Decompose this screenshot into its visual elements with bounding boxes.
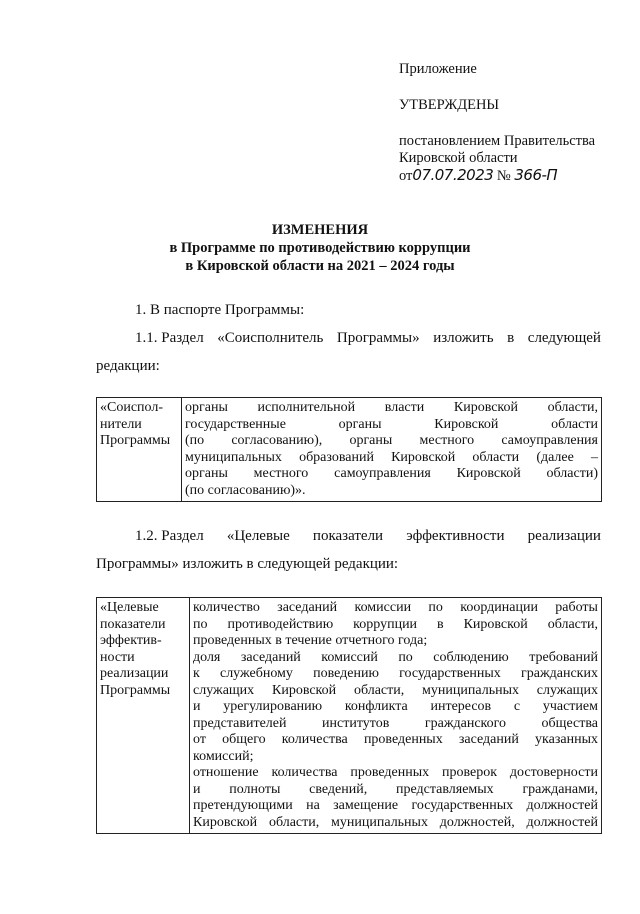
cell-word: служебному <box>219 666 293 681</box>
cell-word: области, <box>353 682 405 698</box>
cell-line <box>193 798 598 815</box>
cell-word: области, <box>547 616 598 632</box>
number-label: № <box>496 168 511 184</box>
cell-word: органы <box>185 400 228 415</box>
cell-line <box>193 815 598 832</box>
cell-line <box>193 650 598 667</box>
cell-word: гражданских <box>520 666 598 681</box>
cell-word: должностей <box>526 798 598 813</box>
cell-word: интересов <box>430 699 492 714</box>
section-1-2-cont: Программы» изложить в следующей редакции: <box>96 556 399 572</box>
cell-word: по <box>398 649 413 665</box>
cell-line <box>185 466 598 483</box>
word: следующей <box>527 330 601 346</box>
cell-word: комиссии <box>354 600 412 615</box>
word: показатели <box>312 528 384 544</box>
table-row <box>97 398 602 502</box>
cell-word: по <box>428 600 443 615</box>
cell-word: (по согласованию)». <box>185 482 306 498</box>
cell-word: комиссий <box>321 649 378 665</box>
cell-word: служащих <box>193 682 255 698</box>
table-right-cell <box>190 598 602 834</box>
cell-word: урегулированию <box>223 699 323 714</box>
section-1-1-cont: редакции: <box>96 358 160 374</box>
cell-text: «Целевые <box>100 600 159 615</box>
cell-word: количества <box>271 765 338 780</box>
cell-line <box>193 732 598 749</box>
cell-word: Кировской <box>463 616 528 632</box>
cell-word: общества <box>541 715 598 731</box>
word: 1.2. Раздел <box>135 528 204 544</box>
cell-word: институтов <box>322 715 390 731</box>
cell-word: местного <box>419 433 475 448</box>
cell-word: (по <box>185 433 205 448</box>
target-indicators-table <box>96 597 602 834</box>
cell-word: от <box>193 732 206 747</box>
cell-word: претендующими <box>193 798 293 813</box>
cell-word: гражданского <box>424 715 507 731</box>
cell-word: исполнительной <box>257 400 356 415</box>
word: «Соисполнитель <box>217 330 324 346</box>
section-1-1-line <box>135 329 601 347</box>
word: 1.1. Раздел <box>135 330 204 346</box>
decree-line-2: Кировской области <box>399 150 518 166</box>
cell-line <box>193 683 598 700</box>
word: в <box>507 330 515 346</box>
cell-word: согласованию), <box>231 433 323 448</box>
cell-word: муниципальных <box>422 682 519 698</box>
cell-word: поведению <box>313 666 379 681</box>
cell-word: представителей <box>193 715 287 731</box>
word: «Целевые <box>226 528 290 544</box>
decree-date-line <box>399 167 557 185</box>
cell-word: количество <box>193 600 260 615</box>
cell-word: должностей, <box>439 814 515 830</box>
cell-word: требований <box>529 649 598 665</box>
cell-word: и <box>193 699 201 714</box>
cell-word: образований <box>299 449 374 465</box>
cell-word: власти <box>384 400 425 415</box>
cell-line <box>193 782 598 799</box>
cell-word: гражданами, <box>522 781 598 797</box>
cell-word: Кировской <box>456 466 521 481</box>
cell-line <box>193 600 598 617</box>
cell-word: заседаний <box>240 649 301 665</box>
word: изложить <box>433 330 494 346</box>
cell-word: на <box>306 798 320 813</box>
cell-word: коррупции <box>353 616 418 632</box>
cell-word: представляемых <box>395 781 494 797</box>
word: реализации <box>527 528 601 544</box>
cell-word: противодействию <box>227 616 334 632</box>
cell-line <box>193 749 598 766</box>
cell-word: органы <box>349 433 393 448</box>
cell-word: органы <box>185 466 228 481</box>
cell-word: Кировской <box>434 416 499 432</box>
cell-word: служащих <box>536 682 598 698</box>
cell-line <box>185 483 598 500</box>
handwritten-date: 07.07.2023 <box>412 166 494 184</box>
cell-word: государственных <box>399 666 501 681</box>
cell-line <box>185 433 598 450</box>
cell-word: государственные <box>185 416 286 432</box>
cell-word: муниципальных <box>331 814 428 830</box>
doc-title: ИЗМЕНЕНИЯ <box>271 222 369 238</box>
cell-word: доля <box>193 649 221 665</box>
cell-word: с <box>513 699 521 714</box>
cell-text: нители <box>100 416 142 432</box>
cell-word: проведенных <box>363 732 443 747</box>
cell-line <box>193 617 598 634</box>
cell-line <box>185 417 598 434</box>
section-1-heading: 1. В паспорте Программы: <box>135 302 305 318</box>
cell-text: показатели <box>100 616 166 632</box>
section-1-2-line <box>135 527 601 545</box>
cell-word: Кировской <box>271 682 337 698</box>
doc-subtitle-2: в Кировской области на 2021 – 2024 годы <box>185 258 455 274</box>
cell-word: заседаний <box>277 600 338 615</box>
cell-text: «Соиспол- <box>100 400 163 415</box>
table-row <box>97 598 602 834</box>
cell-word: проведенных в течение отчетного года; <box>193 633 428 648</box>
cell-word: Кировской <box>453 400 519 415</box>
cell-word: самоуправления <box>501 433 598 448</box>
cell-word: области <box>472 449 520 465</box>
cell-text: реализации <box>100 666 169 681</box>
cell-word: местного <box>253 466 309 481</box>
appendix-label: Приложение <box>399 61 477 77</box>
cell-word: участием <box>542 699 598 714</box>
approved-label: УТВЕРЖДЕНЫ <box>399 97 500 113</box>
cell-text: эффектив- <box>100 633 162 648</box>
cell-word: области, <box>547 400 598 415</box>
cell-word: достоверности <box>509 765 598 780</box>
cell-word: отношение <box>193 765 259 780</box>
cell-word: по <box>193 616 208 632</box>
cell-text: Программы <box>100 433 171 448</box>
cell-word: работы <box>555 600 598 615</box>
cell-word: в <box>437 616 444 632</box>
word: эффективности <box>406 528 505 544</box>
cell-word: соблюдению <box>433 649 509 665</box>
table-left-cell <box>97 598 190 834</box>
cell-word: комиссий; <box>193 748 254 764</box>
cell-word: замещение <box>333 798 399 813</box>
cell-line <box>193 716 598 733</box>
handwritten-number: 366-П <box>514 166 558 184</box>
cell-word: муниципальных <box>185 449 282 465</box>
cell-word: Кировской <box>193 814 258 830</box>
cell-word: конфликта <box>344 699 408 714</box>
cell-word: сведений, <box>309 781 368 797</box>
cell-word: (далее <box>536 449 574 465</box>
cell-line <box>193 765 598 782</box>
cell-word: области, <box>268 814 320 830</box>
cell-word: заседаний <box>458 732 519 747</box>
cell-word: полноты <box>229 781 281 797</box>
table-right-cell <box>182 398 602 502</box>
cell-line <box>185 450 598 467</box>
cell-word: самоуправления <box>334 466 431 481</box>
cell-word: общего <box>222 732 266 747</box>
cell-word: области) <box>546 466 598 481</box>
cell-word: проведенных <box>350 765 430 780</box>
cell-text: Программы <box>100 682 171 698</box>
cell-word: государственных <box>411 798 514 813</box>
cell-line <box>193 666 598 683</box>
cell-word: области <box>551 416 598 432</box>
table-left-cell <box>97 398 182 502</box>
doc-subtitle-1: в Программе по противодействию коррупции <box>169 240 471 256</box>
cell-word: количества <box>281 732 348 747</box>
cell-word: органы <box>338 416 382 432</box>
cell-word: Кировской <box>391 449 456 465</box>
word: Программы» <box>336 330 420 346</box>
cell-text: ности <box>100 649 135 665</box>
cell-line <box>185 400 598 417</box>
co-executors-table <box>96 397 602 502</box>
cell-word: – <box>590 449 598 465</box>
cell-word: указанных <box>535 732 598 747</box>
cell-word: проверок <box>442 765 498 780</box>
cell-line <box>193 633 598 650</box>
cell-line <box>193 699 598 716</box>
cell-word: координации <box>460 600 538 615</box>
date-prefix: от <box>399 168 413 184</box>
cell-word: должностей <box>526 814 598 830</box>
cell-word: к <box>193 666 200 681</box>
decree-line-1: постановлением Правительства <box>399 133 596 149</box>
cell-word: и <box>193 781 201 797</box>
